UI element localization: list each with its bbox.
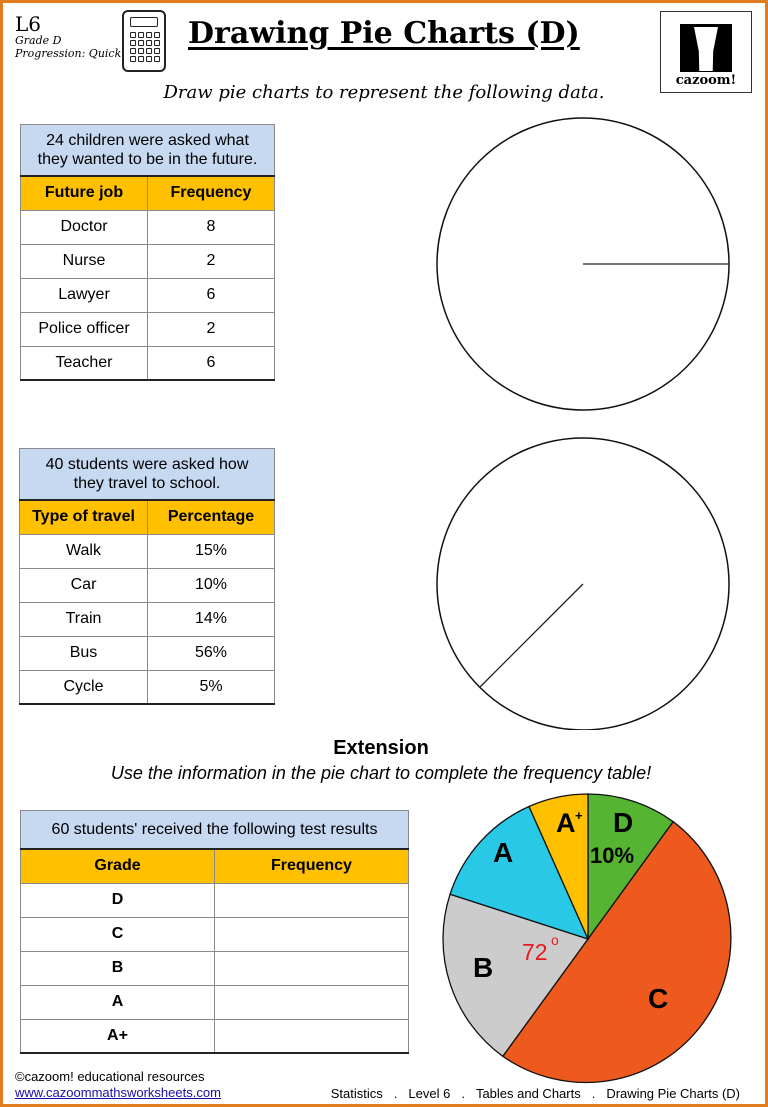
table-row: Doctor 8 (21, 210, 275, 244)
table-row: Cycle 5% (20, 670, 275, 704)
frequency-answer-cell[interactable] (215, 883, 409, 917)
table-row: Police officer 2 (21, 312, 275, 346)
frequency-answer-cell[interactable] (215, 985, 409, 1019)
svg-text:C: C (648, 983, 669, 1014)
svg-text:B: B (473, 952, 494, 983)
svg-text:A: A (556, 808, 576, 838)
column-header: Grade (21, 849, 215, 883)
svg-text:D: D (613, 807, 634, 838)
column-header: Frequency (148, 176, 275, 210)
table-caption: 60 students' received the following test results (21, 811, 409, 850)
test-results-table (20, 810, 409, 1054)
calculator-icon (122, 10, 166, 72)
grades-pie-chart (430, 790, 740, 1090)
table-row: Teacher 6 (21, 346, 275, 380)
column-header: Percentage (148, 500, 275, 534)
svg-text:72: 72 (522, 939, 548, 965)
future-job-table (20, 124, 275, 381)
footer-credits (15, 1069, 221, 1101)
table-caption: 24 children were asked what they wanted to be in the future. (21, 125, 275, 177)
blank-pie-circle-2[interactable] (430, 430, 740, 730)
table-row: B (21, 951, 409, 985)
frequency-answer-cell[interactable] (215, 951, 409, 985)
website-link[interactable]: www.cazoommathsworksheets.com (15, 1085, 221, 1100)
footer-breadcrumb: Statistics . Level 6 . Tables and Charts . Drawing Pie Charts (D) (330, 1086, 740, 1101)
table-row: Nurse 2 (21, 244, 275, 278)
copyright-text: ©cazoom! educational resources (15, 1069, 205, 1084)
table-row: Bus 56% (20, 636, 275, 670)
frequency-answer-cell[interactable] (215, 917, 409, 951)
svg-text:A: A (493, 837, 514, 868)
column-header: Frequency (215, 849, 409, 883)
progression-label: Progression: Quick (15, 47, 122, 60)
table-row: Train 14% (20, 602, 275, 636)
frequency-answer-cell[interactable] (215, 1019, 409, 1053)
svg-text:+: + (575, 808, 583, 823)
travel-table (19, 448, 275, 705)
table-caption: 40 students were asked how they travel to school. (20, 449, 275, 501)
table-row: Lawyer 6 (21, 278, 275, 312)
table-row: D (21, 883, 409, 917)
table-row: A (21, 985, 409, 1019)
level-info (15, 14, 121, 60)
page-title: Drawing Pie Charts (D) (188, 16, 580, 51)
svg-text:o: o (551, 932, 559, 948)
svg-text:10%: 10% (590, 843, 635, 868)
table-row: A+ (21, 1019, 409, 1053)
table-row: Walk 15% (20, 534, 275, 568)
table-row: Car 10% (20, 568, 275, 602)
level-label: L6 (15, 12, 42, 36)
table-row: C (21, 917, 409, 951)
extension-title: Extension (333, 737, 429, 759)
cazoom-logo: cazoom! (660, 11, 752, 93)
blank-pie-circle-1[interactable] (430, 115, 740, 415)
instruction-text: Draw pie charts to represent the following data. (163, 82, 605, 103)
column-header: Type of travel (20, 500, 148, 534)
extension-instruction: Use the information in the pie chart to complete the frequency table! (110, 763, 652, 783)
grade-label: Grade D (15, 34, 62, 47)
column-header: Future job (21, 176, 148, 210)
